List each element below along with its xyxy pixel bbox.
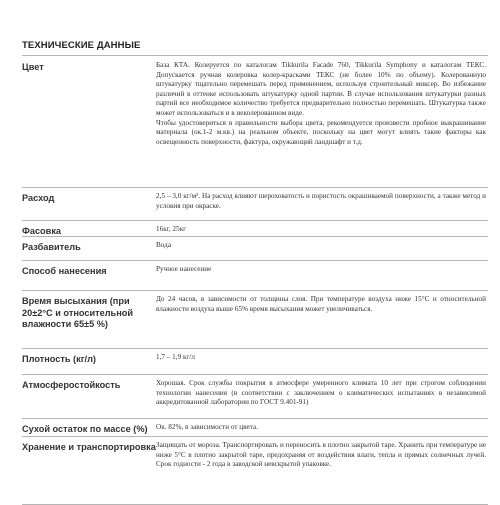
row-label: Время высыхания (при 20±2°С и относительной влажности 65±5 %) [22,296,134,329]
row-value-paragraph: 16кг, 25кг [156,225,187,233]
row-value-paragraph: До 24 часов, в зависимости от толщины слоя. При температуре воздуха ниже 15°С и относительной влажности воздуха выше 65% время высыхания может увеличиваться. [156,295,486,313]
row-value-paragraph: Защищать от мороза. Транспортировать и переносить в плотно закрытой таре. Хранить при температуре не ниже 5°С в плотно закрытой таре, предохраняя от воздействия влаги, тепла и прямых солнечных лучей. Срок годности - 2 года в заводской невскрытой упаковке. [156,441,486,469]
row-label: Способ нанесения [22,266,107,276]
row-value-paragraph: 1,7 – 1,9 кг/л [156,353,195,361]
table-row [22,236,488,261]
table-row [22,290,488,349]
row-value [156,441,486,470]
row-value-paragraph: Ок. 82%, в зависимости от цвета. [156,423,258,431]
table-row [22,56,488,188]
row-label: Расход [22,193,55,203]
row-label: Хранение и транспортировка [22,442,156,452]
row-value [156,241,486,251]
row-value [156,61,486,147]
table-row [22,187,488,221]
row-value-paragraph: Ручное нанесение [156,265,212,273]
technical-data-sheet [22,40,488,469]
row-value [156,225,486,235]
row-label: Плотность (кг/л) [22,354,96,364]
row-value-paragraph: 2,5 – 3,0 кг/м². На расход влияют шероховатость и пористость окрашиваемой поверхности, а также метод и условия при окраске. [156,192,486,210]
row-label: Разбавитель [22,242,81,252]
row-label: Сухой остаток по массе (%) [22,424,148,434]
row-value [156,379,486,408]
section-title: ТЕХНИЧЕСКИЕ ДАННЫЕ [22,40,488,56]
row-label: Фасовка [22,226,62,236]
table-row [22,220,488,237]
row-value [156,353,486,363]
row-value [156,265,486,275]
table-row [22,374,488,419]
row-value-paragraph: Вода [156,241,172,249]
row-value-paragraph: База КТА. Колеруется по каталогам Tikkurila Facade 760, Tikkurila Symphony и каталогам ТЕКС. Допускается ручная колеровка колер-красками ТЕКС (не более 10% по объему). Колерованную штукатурку тщательно перемешать перед применением, используя строительный миксер. Во избежание различий в оттенке использовать штукатурку одной партии. В случае использования штукатурки разных партий все необходимое количество требуется предварительно полностью перемешать. Штукатурка также может использоваться и в неколерованном виде. [156,61,486,117]
table-row [22,348,488,375]
table-row [22,436,488,505]
row-value [156,423,486,433]
row-label: Атмосферостойкость [22,380,121,390]
row-value-paragraph: Хорошая. Срок службы покрытия в атмосфере умеренного климата 10 лет при строгом соблюдении технологии нанесения (в соответствии с заключением о климатических испытаниях в независимой аккредитованной лаборатории по ГОСТ 9.401-91) [156,379,486,407]
row-value [156,192,486,211]
table-row [22,418,488,437]
row-value-paragraph: Чтобы удостовериться в правильности выбора цвета, рекомендуется произвести пробное выкрашивание материала (ок.1-2 м.кв.) на реальном объекте, поскольку на цвет могут влиять такие факторы как освещенность поверхности, фактура, окружающий ландшафт и т.д. [156,118,486,146]
table-row [22,260,488,291]
row-label: Цвет [22,62,44,72]
row-value [156,295,486,314]
